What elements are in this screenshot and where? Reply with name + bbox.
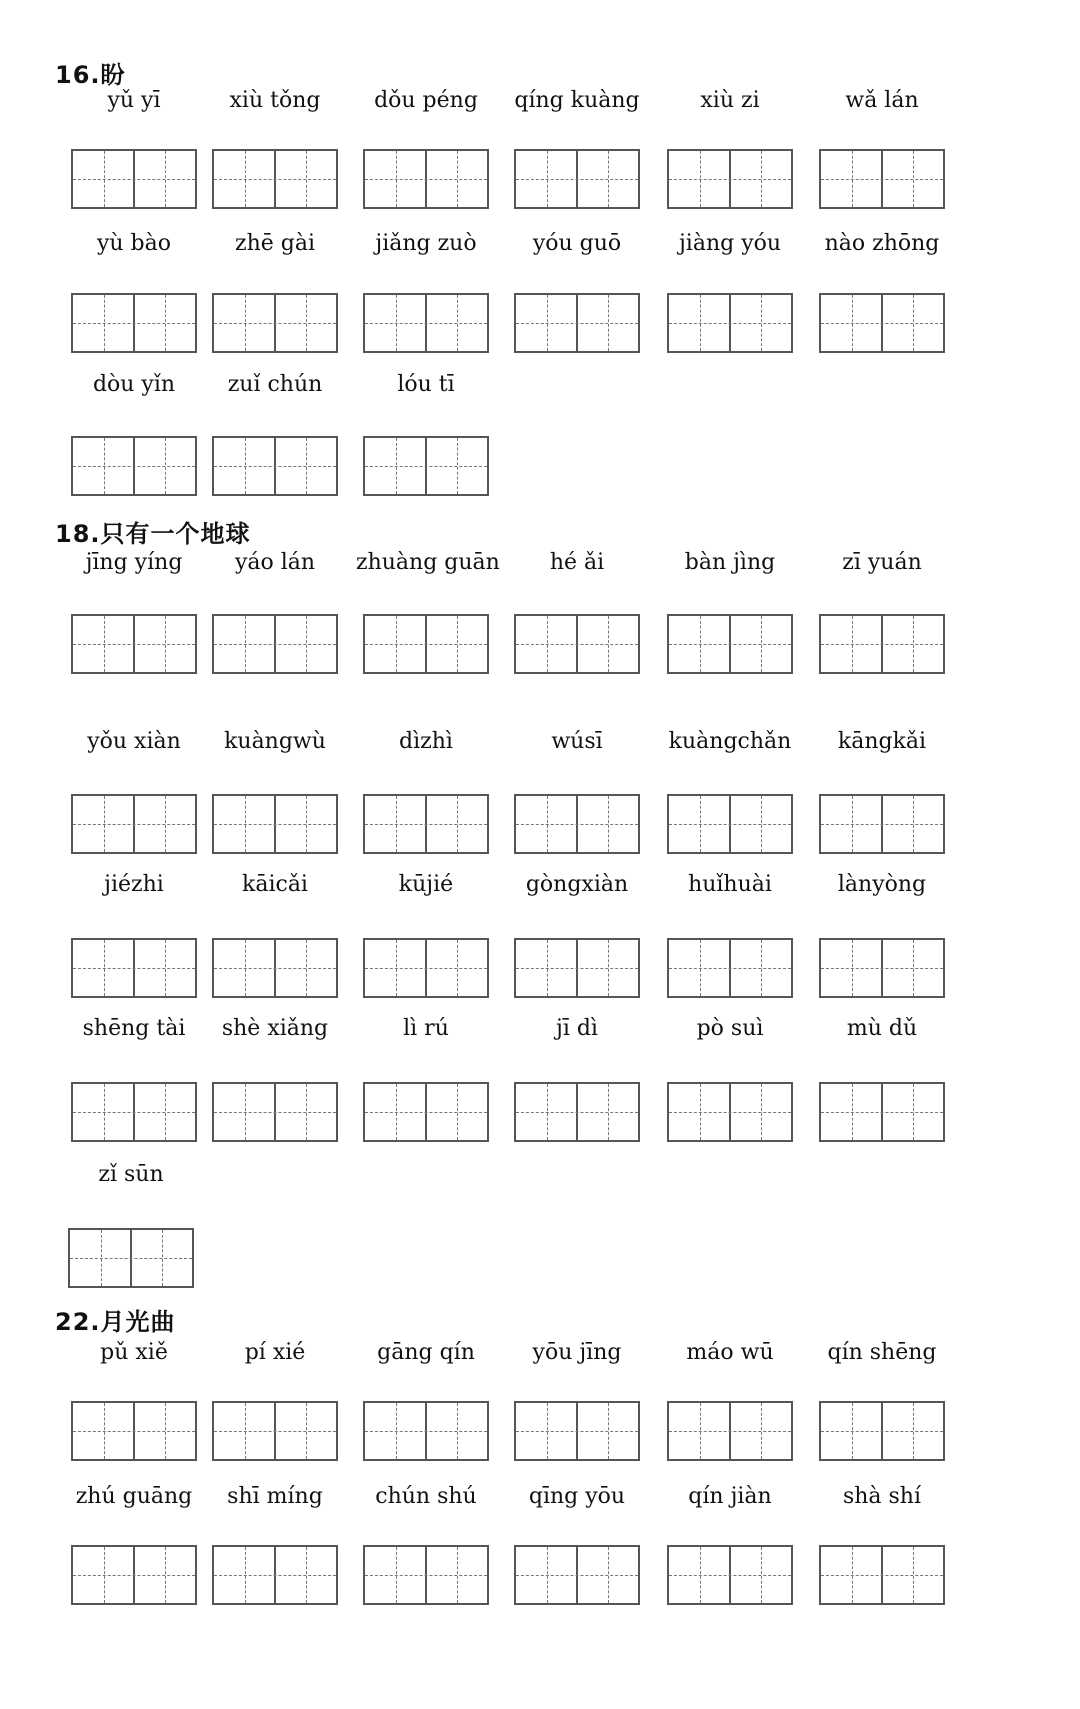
- tianzige-writing-box[interactable]: [819, 614, 945, 674]
- grid-line: [165, 438, 166, 494]
- pinyin-label: gòngxiàn: [525, 872, 629, 897]
- tianzige-writing-box[interactable]: [819, 1401, 945, 1461]
- tianzige-writing-box[interactable]: [71, 436, 197, 496]
- grid-line: [214, 1112, 336, 1113]
- grid-line: [73, 968, 195, 969]
- section-title: 16.盼: [55, 61, 126, 89]
- grid-line: [245, 1084, 246, 1140]
- pinyin-label: pǔ xiě: [100, 1340, 168, 1365]
- tianzige-writing-box[interactable]: [514, 1545, 640, 1605]
- grid-line: [608, 616, 609, 672]
- grid-line: [669, 179, 791, 180]
- grid-line: [104, 295, 105, 351]
- tianzige-writing-box[interactable]: [212, 794, 338, 854]
- grid-line: [700, 616, 701, 672]
- tianzige-writing-box[interactable]: [819, 938, 945, 998]
- pinyin-label: dòu yǐn: [92, 372, 176, 397]
- grid-line: [852, 151, 853, 207]
- grid-line: [104, 1084, 105, 1140]
- tianzige-writing-box[interactable]: [212, 614, 338, 674]
- tianzige-writing-box[interactable]: [667, 1401, 793, 1461]
- pinyin-label: xiù tǒng: [229, 88, 321, 113]
- grid-line: [73, 466, 195, 467]
- grid-line: [547, 1084, 548, 1140]
- grid-line: [761, 1084, 762, 1140]
- pinyin-label: chún shú: [375, 1484, 477, 1509]
- grid-line: [457, 1084, 458, 1140]
- grid-line: [913, 151, 914, 207]
- grid-line: [214, 1575, 336, 1576]
- pinyin-label: hé ǎi: [549, 550, 605, 575]
- tianzige-writing-box[interactable]: [212, 938, 338, 998]
- grid-line: [104, 151, 105, 207]
- grid-line: [761, 616, 762, 672]
- grid-line: [669, 1112, 791, 1113]
- grid-line: [245, 151, 246, 207]
- grid-line: [396, 1403, 397, 1459]
- grid-line: [165, 796, 166, 852]
- tianzige-writing-box[interactable]: [212, 1401, 338, 1461]
- grid-line: [669, 1431, 791, 1432]
- pinyin-label: qīng yōu: [528, 1484, 626, 1509]
- grid-line: [104, 438, 105, 494]
- pinyin-label: zī yuán: [842, 550, 922, 575]
- grid-line: [700, 796, 701, 852]
- grid-line: [73, 1431, 195, 1432]
- tianzige-writing-box[interactable]: [514, 149, 640, 209]
- grid-line: [396, 940, 397, 996]
- tianzige-writing-box[interactable]: [71, 149, 197, 209]
- grid-line: [165, 295, 166, 351]
- pinyin-label: zhú guāng: [75, 1484, 193, 1509]
- grid-line: [700, 1547, 701, 1603]
- grid-line: [104, 940, 105, 996]
- pinyin-label: yù bào: [96, 231, 172, 256]
- grid-line: [761, 295, 762, 351]
- grid-line: [365, 466, 487, 467]
- pinyin-label: shè xiǎng: [221, 1016, 329, 1041]
- grid-line: [245, 295, 246, 351]
- grid-line: [913, 1403, 914, 1459]
- pinyin-label: dǒu péng: [374, 88, 478, 113]
- tianzige-writing-box[interactable]: [819, 1082, 945, 1142]
- grid-line: [365, 968, 487, 969]
- tianzige-writing-box[interactable]: [212, 1545, 338, 1605]
- pinyin-label: huǐhuài: [688, 872, 772, 897]
- grid-line: [73, 644, 195, 645]
- tianzige-writing-box[interactable]: [363, 436, 489, 496]
- pinyin-label: shà shí: [842, 1484, 922, 1509]
- grid-line: [547, 616, 548, 672]
- grid-line: [306, 438, 307, 494]
- grid-line: [214, 323, 336, 324]
- pinyin-label: jiézhi: [104, 872, 164, 897]
- pinyin-label: zhē gài: [234, 231, 315, 256]
- tianzige-writing-box[interactable]: [514, 293, 640, 353]
- grid-line: [104, 1403, 105, 1459]
- grid-line: [101, 1230, 102, 1286]
- tianzige-writing-box[interactable]: [71, 1082, 197, 1142]
- grid-line: [245, 616, 246, 672]
- tianzige-writing-box[interactable]: [363, 794, 489, 854]
- grid-line: [608, 1084, 609, 1140]
- grid-line: [165, 616, 166, 672]
- tianzige-writing-box[interactable]: [71, 1545, 197, 1605]
- pinyin-label: kāngkǎi: [837, 729, 927, 754]
- pinyin-label: kuàngwù: [224, 729, 326, 754]
- pinyin-label: qín shēng: [827, 1340, 937, 1365]
- grid-line: [669, 1575, 791, 1576]
- grid-line: [214, 824, 336, 825]
- grid-line: [165, 940, 166, 996]
- tianzige-writing-box[interactable]: [667, 1545, 793, 1605]
- pinyin-label: qíng kuàng: [514, 88, 640, 113]
- grid-line: [913, 295, 914, 351]
- grid-line: [516, 1431, 638, 1432]
- grid-line: [73, 824, 195, 825]
- pinyin-label: nào zhōng: [824, 231, 940, 256]
- grid-line: [457, 1403, 458, 1459]
- grid-line: [245, 1547, 246, 1603]
- tianzige-writing-box[interactable]: [667, 794, 793, 854]
- pinyin-label: yōu jīng: [532, 1340, 622, 1365]
- grid-line: [547, 1403, 548, 1459]
- grid-line: [821, 323, 943, 324]
- tianzige-writing-box[interactable]: [819, 149, 945, 209]
- tianzige-writing-box[interactable]: [68, 1228, 194, 1288]
- pinyin-label: wúsī: [551, 729, 603, 754]
- grid-line: [608, 796, 609, 852]
- grid-line: [852, 1084, 853, 1140]
- grid-line: [104, 796, 105, 852]
- grid-line: [396, 1084, 397, 1140]
- tianzige-writing-box[interactable]: [819, 1545, 945, 1605]
- grid-line: [700, 151, 701, 207]
- pinyin-label: lì rú: [403, 1016, 449, 1041]
- grid-line: [306, 1084, 307, 1140]
- grid-line: [457, 438, 458, 494]
- section-title: 22.月光曲: [55, 1308, 176, 1336]
- tianzige-writing-box[interactable]: [514, 794, 640, 854]
- grid-line: [306, 295, 307, 351]
- grid-line: [104, 1547, 105, 1603]
- grid-line: [547, 151, 548, 207]
- grid-line: [214, 466, 336, 467]
- grid-line: [306, 1547, 307, 1603]
- grid-line: [516, 1112, 638, 1113]
- grid-line: [516, 1575, 638, 1576]
- grid-line: [761, 1403, 762, 1459]
- grid-line: [457, 1547, 458, 1603]
- pinyin-label: mù dǔ: [846, 1016, 918, 1041]
- grid-line: [396, 616, 397, 672]
- pinyin-label: kāicǎi: [242, 872, 308, 897]
- grid-line: [761, 940, 762, 996]
- grid-line: [852, 796, 853, 852]
- grid-line: [73, 179, 195, 180]
- pinyin-label: bàn jìng: [684, 550, 776, 575]
- pinyin-label: yǔ yī: [107, 88, 161, 113]
- grid-line: [457, 940, 458, 996]
- grid-line: [165, 151, 166, 207]
- pinyin-label: yóu guō: [532, 231, 622, 256]
- grid-line: [516, 179, 638, 180]
- tianzige-writing-box[interactable]: [363, 1545, 489, 1605]
- tianzige-writing-box[interactable]: [667, 1082, 793, 1142]
- grid-line: [700, 1084, 701, 1140]
- grid-line: [852, 616, 853, 672]
- grid-line: [547, 295, 548, 351]
- pinyin-label: zǐ sūn: [98, 1162, 164, 1187]
- grid-line: [547, 796, 548, 852]
- grid-line: [608, 1403, 609, 1459]
- grid-line: [306, 1403, 307, 1459]
- tianzige-writing-box[interactable]: [667, 938, 793, 998]
- grid-line: [821, 1431, 943, 1432]
- grid-line: [700, 940, 701, 996]
- grid-line: [821, 1575, 943, 1576]
- pinyin-label: kūjié: [398, 872, 454, 897]
- grid-line: [165, 1547, 166, 1603]
- pinyin-label: zhuàng guān: [356, 550, 500, 575]
- grid-line: [821, 824, 943, 825]
- grid-line: [396, 438, 397, 494]
- tianzige-writing-box[interactable]: [212, 293, 338, 353]
- grid-line: [700, 295, 701, 351]
- tianzige-writing-box[interactable]: [819, 794, 945, 854]
- grid-line: [913, 1547, 914, 1603]
- grid-line: [214, 1431, 336, 1432]
- grid-line: [245, 940, 246, 996]
- grid-line: [396, 1547, 397, 1603]
- tianzige-writing-box[interactable]: [363, 1401, 489, 1461]
- pinyin-label: dìzhì: [399, 729, 453, 754]
- tianzige-writing-box[interactable]: [514, 1082, 640, 1142]
- tianzige-writing-box[interactable]: [212, 149, 338, 209]
- grid-line: [365, 323, 487, 324]
- grid-line: [852, 295, 853, 351]
- grid-line: [214, 968, 336, 969]
- grid-line: [365, 179, 487, 180]
- grid-line: [214, 179, 336, 180]
- tianzige-writing-box[interactable]: [667, 293, 793, 353]
- grid-line: [73, 1112, 195, 1113]
- pinyin-label: gāng qín: [377, 1340, 475, 1365]
- pinyin-label: jīng yíng: [85, 550, 183, 575]
- grid-line: [214, 644, 336, 645]
- tianzige-writing-box[interactable]: [667, 149, 793, 209]
- pinyin-label: jiàng yóu: [678, 231, 782, 256]
- tianzige-writing-box[interactable]: [71, 1401, 197, 1461]
- grid-line: [761, 796, 762, 852]
- grid-line: [516, 968, 638, 969]
- tianzige-writing-box[interactable]: [514, 938, 640, 998]
- grid-line: [162, 1230, 163, 1286]
- grid-line: [365, 644, 487, 645]
- grid-line: [457, 151, 458, 207]
- grid-line: [913, 796, 914, 852]
- grid-line: [73, 323, 195, 324]
- grid-line: [365, 1575, 487, 1576]
- grid-line: [104, 616, 105, 672]
- grid-line: [306, 151, 307, 207]
- grid-line: [165, 1084, 166, 1140]
- pinyin-label: lóu tī: [397, 372, 455, 397]
- pinyin-label: jī dì: [556, 1016, 598, 1041]
- pinyin-label: máo wū: [686, 1340, 774, 1365]
- pinyin-label: qín jiàn: [688, 1484, 772, 1509]
- pinyin-label: pí xié: [244, 1340, 306, 1365]
- tianzige-writing-box[interactable]: [819, 293, 945, 353]
- grid-line: [165, 1403, 166, 1459]
- grid-line: [396, 151, 397, 207]
- grid-line: [913, 1084, 914, 1140]
- grid-line: [245, 1403, 246, 1459]
- pinyin-label: shī míng: [227, 1484, 323, 1509]
- grid-line: [516, 323, 638, 324]
- grid-line: [821, 644, 943, 645]
- tianzige-writing-box[interactable]: [71, 293, 197, 353]
- grid-line: [669, 824, 791, 825]
- section-title: 18.只有一个地球: [55, 520, 251, 548]
- grid-line: [700, 1403, 701, 1459]
- grid-line: [852, 1403, 853, 1459]
- pinyin-label: xiù zi: [700, 88, 760, 113]
- grid-line: [306, 616, 307, 672]
- grid-line: [608, 1547, 609, 1603]
- grid-line: [913, 940, 914, 996]
- pinyin-label: lànyòng: [837, 872, 927, 897]
- grid-line: [669, 968, 791, 969]
- grid-line: [608, 295, 609, 351]
- grid-line: [457, 796, 458, 852]
- tianzige-writing-box[interactable]: [363, 938, 489, 998]
- grid-line: [821, 179, 943, 180]
- tianzige-writing-box[interactable]: [514, 1401, 640, 1461]
- grid-line: [608, 940, 609, 996]
- pinyin-label: shēng tài: [82, 1016, 186, 1041]
- grid-line: [608, 151, 609, 207]
- pinyin-label: wǎ lán: [845, 88, 919, 113]
- grid-line: [70, 1258, 192, 1259]
- grid-line: [821, 968, 943, 969]
- tianzige-writing-box[interactable]: [71, 794, 197, 854]
- tianzige-writing-box[interactable]: [363, 293, 489, 353]
- grid-line: [761, 151, 762, 207]
- pinyin-label: pò suì: [696, 1016, 764, 1041]
- grid-line: [516, 824, 638, 825]
- pinyin-label: kuàngchǎn: [668, 729, 792, 754]
- pinyin-label: jiǎng zuò: [375, 231, 477, 256]
- grid-line: [761, 1547, 762, 1603]
- pinyin-label: yáo lán: [234, 550, 316, 575]
- grid-line: [245, 438, 246, 494]
- grid-line: [852, 1547, 853, 1603]
- grid-line: [669, 644, 791, 645]
- tianzige-writing-box[interactable]: [363, 614, 489, 674]
- grid-line: [821, 1112, 943, 1113]
- grid-line: [547, 1547, 548, 1603]
- grid-line: [516, 644, 638, 645]
- grid-line: [365, 1112, 487, 1113]
- grid-line: [457, 616, 458, 672]
- pinyin-label: zuǐ chún: [227, 372, 323, 397]
- grid-line: [73, 1575, 195, 1576]
- tianzige-writing-box[interactable]: [667, 614, 793, 674]
- grid-line: [396, 796, 397, 852]
- grid-line: [365, 824, 487, 825]
- grid-line: [669, 323, 791, 324]
- grid-line: [547, 940, 548, 996]
- grid-line: [306, 940, 307, 996]
- tianzige-writing-box[interactable]: [71, 938, 197, 998]
- pinyin-label: yǒu xiàn: [87, 729, 181, 754]
- grid-line: [245, 796, 246, 852]
- tianzige-writing-box[interactable]: [71, 614, 197, 674]
- tianzige-writing-box[interactable]: [363, 149, 489, 209]
- tianzige-writing-box[interactable]: [212, 436, 338, 496]
- tianzige-writing-box[interactable]: [363, 1082, 489, 1142]
- grid-line: [457, 295, 458, 351]
- grid-line: [852, 940, 853, 996]
- grid-line: [365, 1431, 487, 1432]
- grid-line: [306, 796, 307, 852]
- tianzige-writing-box[interactable]: [514, 614, 640, 674]
- tianzige-writing-box[interactable]: [212, 1082, 338, 1142]
- grid-line: [396, 295, 397, 351]
- grid-line: [913, 616, 914, 672]
